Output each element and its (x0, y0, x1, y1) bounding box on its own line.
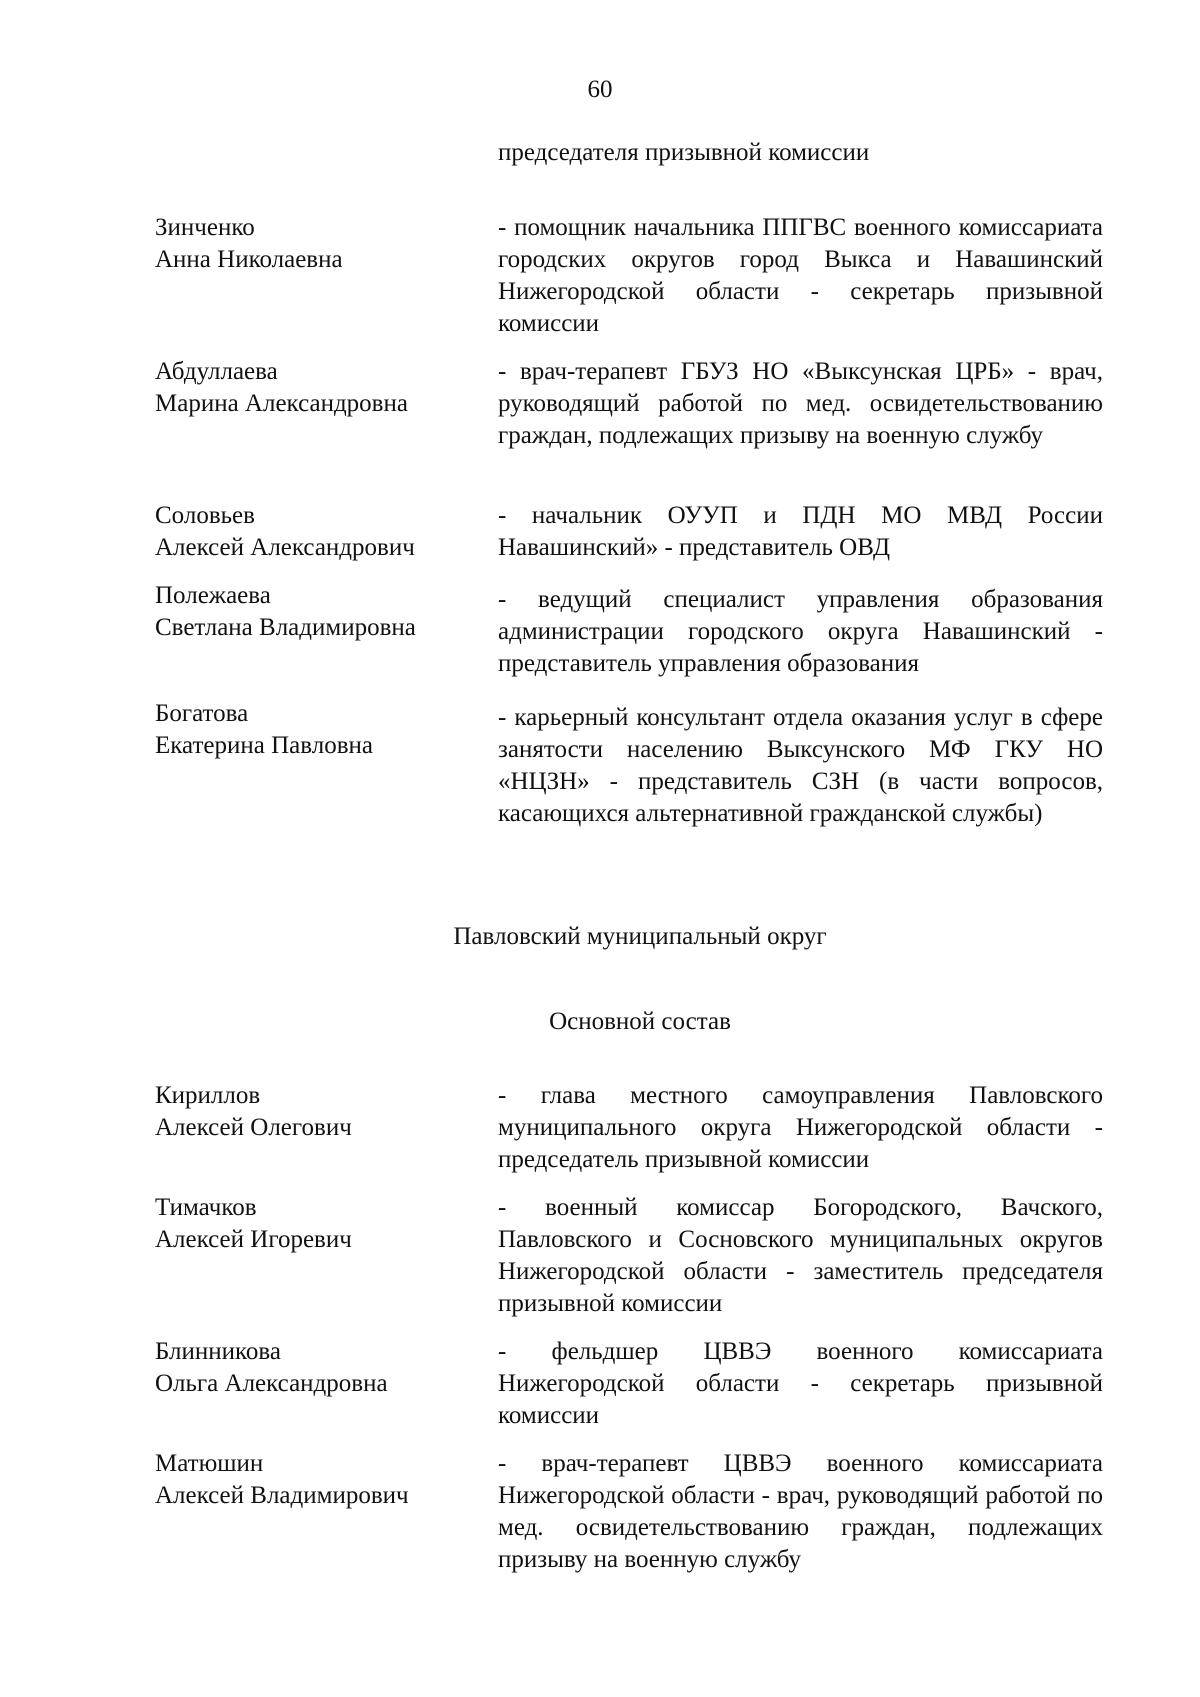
member-given-names: Светлана Владимировна (155, 614, 416, 641)
member-given-names: Екатерина Павловна (155, 732, 373, 759)
member-given-names: Алексей Владимирович (155, 1482, 409, 1509)
member-surname: Зинченко (155, 214, 255, 241)
member-given-names: Ольга Александровна (155, 1370, 388, 1397)
member-name (155, 698, 475, 762)
member-surname: Тимачков (155, 1194, 257, 1221)
member-given-names: Марина Александровна (155, 390, 408, 417)
member-surname: Полежаева (155, 582, 271, 609)
member-name (155, 1448, 475, 1512)
member-role: - военный комиссар Богородского, Вачского, Павловского и Сосновского муниципальных округов Нижегородской области - заместитель председателя призывной комиссии (498, 1194, 1103, 1317)
member-name (155, 580, 475, 644)
member-name (155, 1080, 475, 1144)
member-given-names: Алексей Александрович (155, 534, 415, 561)
member-name (155, 356, 475, 420)
member-name (155, 1336, 475, 1400)
member-surname: Абдуллаева (155, 358, 278, 385)
member-role: - помощник начальника ППГВС военного комиссариата городских округов город Выкса и Навашинский Нижегородской области - секретарь призывной комиссии (498, 214, 1103, 337)
member-surname: Богатова (155, 700, 249, 727)
member-surname: Соловьев (155, 502, 255, 529)
member-name (155, 212, 475, 276)
member-name (155, 1192, 475, 1256)
member-surname: Матюшин (155, 1450, 264, 1477)
member-given-names: Алексей Игоревич (155, 1226, 352, 1253)
continuation-text: председателя призывной комиссии (498, 139, 870, 166)
member-role: - фельдшер ЦВВЭ военного комиссариата Нижегородской области - секретарь призывной комиссии (498, 1338, 1103, 1429)
member-surname: Кириллов (155, 1082, 261, 1109)
page-number: 60 (587, 76, 613, 103)
member-given-names: Анна Николаевна (155, 246, 343, 273)
section-title: Павловский муниципальный округ (453, 923, 827, 950)
section-subtitle: Основной состав (549, 1008, 731, 1035)
member-name (155, 500, 475, 564)
member-role: - начальник ОУУП и ПДН МО МВД России Навашинский» - представитель ОВД (498, 502, 1103, 561)
member-given-names: Алексей Олегович (155, 1114, 352, 1141)
member-surname: Блинникова (155, 1338, 281, 1365)
member-role: - карьерный консультант отдела оказания услуг в сфере занятости населению Выксунского МФ ГКУ НО «НЦЗН» - представитель СЗН (в части вопросов, касающихся альтернативной гражданской службы) (498, 704, 1103, 827)
member-role: - врач-терапевт ЦВВЭ военного комиссариата Нижегородской области - врач, руководящий работой по мед. освидетельствованию граждан, подлежащих призыву на военную службу (498, 1450, 1103, 1573)
member-role: - врач-терапевт ГБУЗ НО «Выксунская ЦРБ» - врач, руководящий работой по мед. освидетельствованию граждан, подлежащих призыву на военную службу (498, 358, 1103, 449)
member-role: - ведущий специалист управления образования администрации городского округа Навашинский - представитель управления образования (498, 586, 1103, 677)
member-role: - глава местного самоуправления Павловского муниципального округа Нижегородской области - председатель призывной комиссии (498, 1082, 1103, 1173)
